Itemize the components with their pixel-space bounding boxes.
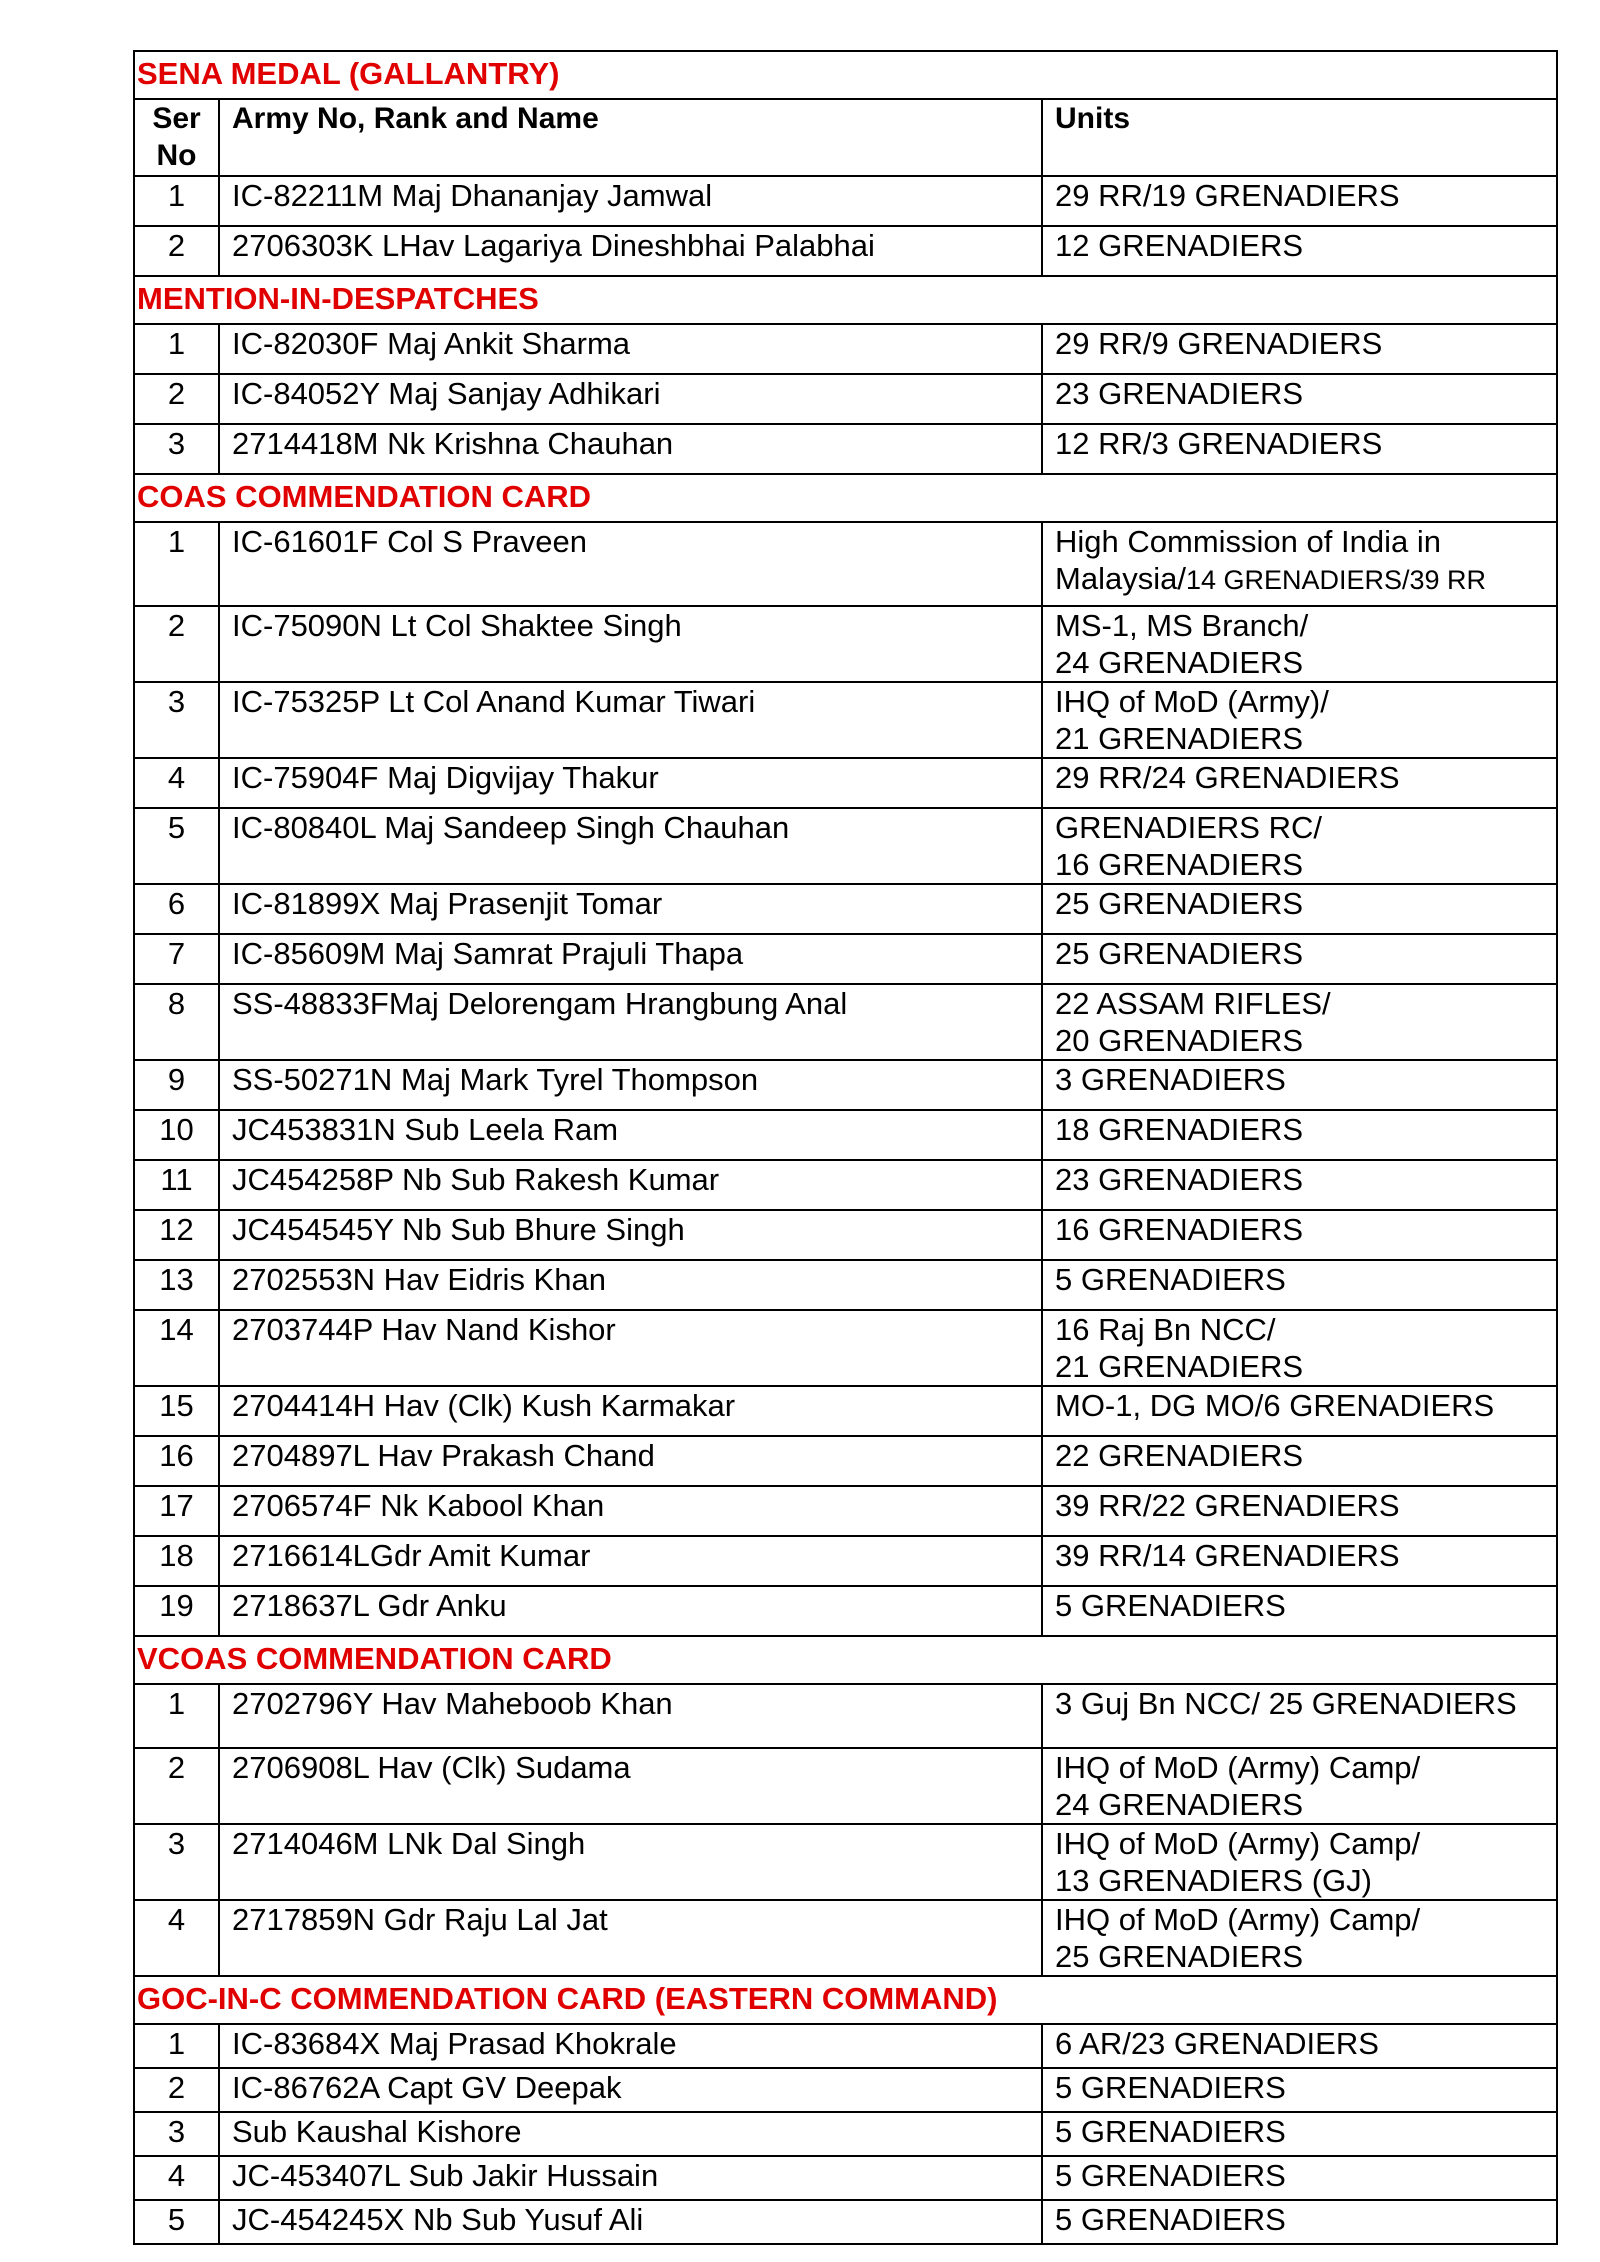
unit-line-2: 24 GRENADIERS xyxy=(1055,645,1304,680)
table-row xyxy=(134,1436,1557,1486)
unit-line-1: 5 GRENADIERS xyxy=(1055,1262,1286,1297)
unit xyxy=(1042,984,1557,1060)
ser-no: 2 xyxy=(134,1748,219,1824)
table-row xyxy=(134,1110,1557,1160)
unit-line-1: 22 GRENADIERS xyxy=(1055,1438,1304,1473)
ser-no: 19 xyxy=(134,1586,219,1636)
section-row xyxy=(134,51,1557,99)
table-row xyxy=(134,1900,1557,1976)
table-row xyxy=(134,2156,1557,2200)
table-row xyxy=(134,808,1557,884)
army-no-rank-name: JC454258P Nb Sub Rakesh Kumar xyxy=(219,1160,1042,1210)
table-row xyxy=(134,1060,1557,1110)
table-row xyxy=(134,1160,1557,1210)
table-row xyxy=(134,1210,1557,1260)
unit xyxy=(1042,1586,1557,1636)
army-no-rank-name: 2714418M Nk Krishna Chauhan xyxy=(219,424,1042,474)
unit xyxy=(1042,884,1557,934)
unit xyxy=(1042,1748,1557,1824)
ser-no: 4 xyxy=(134,758,219,808)
ser-no: 10 xyxy=(134,1110,219,1160)
ser-no: 1 xyxy=(134,2024,219,2068)
unit xyxy=(1042,374,1557,424)
army-no-rank-name: 2706908L Hav (Clk) Sudama xyxy=(219,1748,1042,1824)
unit xyxy=(1042,1210,1557,1260)
section-row xyxy=(134,1976,1557,2024)
awards-table xyxy=(133,50,1558,2245)
unit-line-1: 5 GRENADIERS xyxy=(1055,2202,1286,2237)
table-row xyxy=(134,374,1557,424)
army-no-rank-name: 2702553N Hav Eidris Khan xyxy=(219,1260,1042,1310)
ser-no: 18 xyxy=(134,1536,219,1586)
table-row xyxy=(134,1536,1557,1586)
table-row xyxy=(134,1684,1557,1748)
ser-no: 3 xyxy=(134,2112,219,2156)
unit-line-1: 39 RR/22 GRENADIERS xyxy=(1055,1488,1400,1523)
unit xyxy=(1042,226,1557,276)
unit-line-1: 12 GRENADIERS xyxy=(1055,228,1304,263)
ser-no: 1 xyxy=(134,522,219,606)
unit xyxy=(1042,2156,1557,2200)
unit-line-1: 29 RR/24 GRENADIERS xyxy=(1055,760,1400,795)
unit-line-1: 5 GRENADIERS xyxy=(1055,1588,1286,1623)
army-no-rank-name: IC-75325P Lt Col Anand Kumar Tiwari xyxy=(219,682,1042,758)
unit xyxy=(1042,1536,1557,1586)
unit-line-1: 39 RR/14 GRENADIERS xyxy=(1055,1538,1400,1573)
unit-line-2: 24 GRENADIERS xyxy=(1055,1787,1304,1822)
table-row xyxy=(134,1386,1557,1436)
section-row xyxy=(134,276,1557,324)
table-row xyxy=(134,2112,1557,2156)
unit xyxy=(1042,1486,1557,1536)
unit-line-2: 25 GRENADIERS xyxy=(1055,1939,1304,1974)
army-no-rank-name: JC-453407L Sub Jakir Hussain xyxy=(219,2156,1042,2200)
unit xyxy=(1042,1900,1557,1976)
unit-line-2-detail: 14 GRENADIERS/39 RR xyxy=(1185,565,1487,595)
ser-no: 17 xyxy=(134,1486,219,1536)
header-ser-no: Ser No xyxy=(134,99,219,176)
unit-line-1: 25 GRENADIERS xyxy=(1055,936,1304,971)
ser-no: 5 xyxy=(134,2200,219,2244)
ser-no: 2 xyxy=(134,606,219,682)
unit-line-1: 5 GRENADIERS xyxy=(1055,2114,1286,2149)
army-no-rank-name: 2717859N Gdr Raju Lal Jat xyxy=(219,1900,1042,1976)
army-no-rank-name: 2714046M LNk Dal Singh xyxy=(219,1824,1042,1900)
ser-no: 15 xyxy=(134,1386,219,1436)
unit-line-1: 3 Guj Bn NCC/ 25 GRENADIERS xyxy=(1055,1686,1517,1721)
unit xyxy=(1042,1260,1557,1310)
ser-no: 2 xyxy=(134,226,219,276)
unit-line-1: IHQ of MoD (Army) Camp/ xyxy=(1055,1826,1421,1861)
unit xyxy=(1042,1824,1557,1900)
army-no-rank-name: IC-80840L Maj Sandeep Singh Chauhan xyxy=(219,808,1042,884)
ser-no: 7 xyxy=(134,934,219,984)
section-row xyxy=(134,474,1557,522)
table-row xyxy=(134,1586,1557,1636)
unit-line-2: 20 GRENADIERS xyxy=(1055,1023,1304,1058)
unit xyxy=(1042,1160,1557,1210)
unit xyxy=(1042,324,1557,374)
unit xyxy=(1042,606,1557,682)
unit xyxy=(1042,1386,1557,1436)
unit-line-1: 5 GRENADIERS xyxy=(1055,2158,1286,2193)
army-no-rank-name: Sub Kaushal Kishore xyxy=(219,2112,1042,2156)
army-no-rank-name: SS-48833FMaj Delorengam Hrangbung Anal xyxy=(219,984,1042,1060)
unit-line-1: 5 GRENADIERS xyxy=(1055,2070,1286,2105)
ser-no: 4 xyxy=(134,2156,219,2200)
table-row xyxy=(134,424,1557,474)
table-row xyxy=(134,176,1557,226)
army-no-rank-name: IC-85609M Maj Samrat Prajuli Thapa xyxy=(219,934,1042,984)
unit xyxy=(1042,1436,1557,1486)
section-title: VCOAS COMMENDATION CARD xyxy=(134,1636,1557,1684)
table-row xyxy=(134,1486,1557,1536)
unit xyxy=(1042,1310,1557,1386)
unit-line-1: 18 GRENADIERS xyxy=(1055,1112,1304,1147)
army-no-rank-name: 2704414H Hav (Clk) Kush Karmakar xyxy=(219,1386,1042,1436)
unit xyxy=(1042,2068,1557,2112)
army-no-rank-name: SS-50271N Maj Mark Tyrel Thompson xyxy=(219,1060,1042,1110)
ser-no: 2 xyxy=(134,2068,219,2112)
unit xyxy=(1042,682,1557,758)
unit-line-1: MS-1, MS Branch/ xyxy=(1055,608,1309,643)
header-name: Army No, Rank and Name xyxy=(219,99,1042,176)
unit xyxy=(1042,1110,1557,1160)
unit-line-1: IHQ of MoD (Army) Camp/ xyxy=(1055,1902,1421,1937)
unit xyxy=(1042,176,1557,226)
army-no-rank-name: JC454545Y Nb Sub Bhure Singh xyxy=(219,1210,1042,1260)
army-no-rank-name: 2703744P Hav Nand Kishor xyxy=(219,1310,1042,1386)
header-units: Units xyxy=(1042,99,1557,176)
unit-line-1: High Commission of India in xyxy=(1055,524,1441,559)
table-row xyxy=(134,226,1557,276)
unit-line-1: IHQ of MoD (Army)/ xyxy=(1055,684,1329,719)
unit-line-1: 12 RR/3 GRENADIERS xyxy=(1055,426,1383,461)
army-no-rank-name: IC-75904F Maj Digvijay Thakur xyxy=(219,758,1042,808)
table-row xyxy=(134,324,1557,374)
table-row xyxy=(134,934,1557,984)
table-row xyxy=(134,1260,1557,1310)
unit-line-1: 29 RR/9 GRENADIERS xyxy=(1055,326,1383,361)
unit-line-1: 23 GRENADIERS xyxy=(1055,1162,1304,1197)
unit-line-2: 21 GRENADIERS xyxy=(1055,1349,1304,1384)
unit-line-2: Malaysia/ xyxy=(1055,561,1186,596)
ser-no: 2 xyxy=(134,374,219,424)
unit-line-1: 16 GRENADIERS xyxy=(1055,1212,1304,1247)
army-no-rank-name: JC453831N Sub Leela Ram xyxy=(219,1110,1042,1160)
army-no-rank-name: IC-61601F Col S Praveen xyxy=(219,522,1042,606)
table-row xyxy=(134,758,1557,808)
army-no-rank-name: 2716614LGdr Amit Kumar xyxy=(219,1536,1042,1586)
table-row xyxy=(134,1748,1557,1824)
army-no-rank-name: 2704897L Hav Prakash Chand xyxy=(219,1436,1042,1486)
section-title: COAS COMMENDATION CARD xyxy=(134,474,1557,522)
army-no-rank-name: IC-81899X Maj Prasenjit Tomar xyxy=(219,884,1042,934)
unit xyxy=(1042,424,1557,474)
ser-no: 12 xyxy=(134,1210,219,1260)
ser-no: 3 xyxy=(134,1824,219,1900)
table-row xyxy=(134,984,1557,1060)
ser-no: 1 xyxy=(134,324,219,374)
ser-no: 13 xyxy=(134,1260,219,1310)
ser-no: 4 xyxy=(134,1900,219,1976)
unit xyxy=(1042,758,1557,808)
ser-no: 3 xyxy=(134,682,219,758)
section-title: SENA MEDAL (GALLANTRY) xyxy=(134,51,1557,99)
army-no-rank-name: IC-82211M Maj Dhananjay Jamwal xyxy=(219,176,1042,226)
unit-line-1: 6 AR/23 GRENADIERS xyxy=(1055,2026,1379,2061)
army-no-rank-name: JC-454245X Nb Sub Yusuf Ali xyxy=(219,2200,1042,2244)
unit xyxy=(1042,522,1557,606)
army-no-rank-name: IC-75090N Lt Col Shaktee Singh xyxy=(219,606,1042,682)
table-row xyxy=(134,522,1557,606)
ser-no: 5 xyxy=(134,808,219,884)
unit xyxy=(1042,2200,1557,2244)
ser-no: 1 xyxy=(134,176,219,226)
section-title: GOC-IN-C COMMENDATION CARD (EASTERN COMMAND) xyxy=(134,1976,1557,2024)
unit-line-1: 29 RR/19 GRENADIERS xyxy=(1055,178,1400,213)
army-no-rank-name: IC-83684X Maj Prasad Khokrale xyxy=(219,2024,1042,2068)
table-row xyxy=(134,606,1557,682)
table-row xyxy=(134,682,1557,758)
unit xyxy=(1042,1060,1557,1110)
unit-line-1: 16 Raj Bn NCC/ xyxy=(1055,1312,1276,1347)
unit-line-1: GRENADIERS RC/ xyxy=(1055,810,1322,845)
unit-line-2: 16 GRENADIERS xyxy=(1055,847,1304,882)
table-row xyxy=(134,1824,1557,1900)
section-row xyxy=(134,1636,1557,1684)
table-row xyxy=(134,2024,1557,2068)
army-no-rank-name: IC-86762A Capt GV Deepak xyxy=(219,2068,1042,2112)
section-title: MENTION-IN-DESPATCHES xyxy=(134,276,1557,324)
ser-no: 11 xyxy=(134,1160,219,1210)
army-no-rank-name: 2718637L Gdr Anku xyxy=(219,1586,1042,1636)
unit xyxy=(1042,808,1557,884)
column-header-row xyxy=(134,99,1557,176)
army-no-rank-name: 2706574F Nk Kabool Khan xyxy=(219,1486,1042,1536)
table-row xyxy=(134,2200,1557,2244)
unit-line-1: IHQ of MoD (Army) Camp/ xyxy=(1055,1750,1421,1785)
unit xyxy=(1042,934,1557,984)
army-no-rank-name: IC-84052Y Maj Sanjay Adhikari xyxy=(219,374,1042,424)
army-no-rank-name: IC-82030F Maj Ankit Sharma xyxy=(219,324,1042,374)
unit xyxy=(1042,2112,1557,2156)
table-row xyxy=(134,1310,1557,1386)
ser-no: 14 xyxy=(134,1310,219,1386)
ser-no: 1 xyxy=(134,1684,219,1748)
unit xyxy=(1042,1684,1557,1748)
unit-line-1: 23 GRENADIERS xyxy=(1055,376,1304,411)
unit-line-1: 25 GRENADIERS xyxy=(1055,886,1304,921)
unit-line-1: 22 ASSAM RIFLES/ xyxy=(1055,986,1331,1021)
ser-no: 9 xyxy=(134,1060,219,1110)
table-row xyxy=(134,2068,1557,2112)
unit-line-1: MO-1, DG MO/6 GRENADIERS xyxy=(1055,1388,1495,1423)
army-no-rank-name: 2702796Y Hav Maheboob Khan xyxy=(219,1684,1042,1748)
table-row xyxy=(134,884,1557,934)
unit-line-1: 3 GRENADIERS xyxy=(1055,1062,1286,1097)
ser-no: 8 xyxy=(134,984,219,1060)
ser-no: 16 xyxy=(134,1436,219,1486)
ser-no: 3 xyxy=(134,424,219,474)
unit-line-2: 13 GRENADIERS (GJ) xyxy=(1055,1863,1372,1898)
ser-no: 6 xyxy=(134,884,219,934)
unit xyxy=(1042,2024,1557,2068)
unit-line-2: 21 GRENADIERS xyxy=(1055,721,1304,756)
army-no-rank-name: 2706303K LHav Lagariya Dineshbhai Palabhai xyxy=(219,226,1042,276)
